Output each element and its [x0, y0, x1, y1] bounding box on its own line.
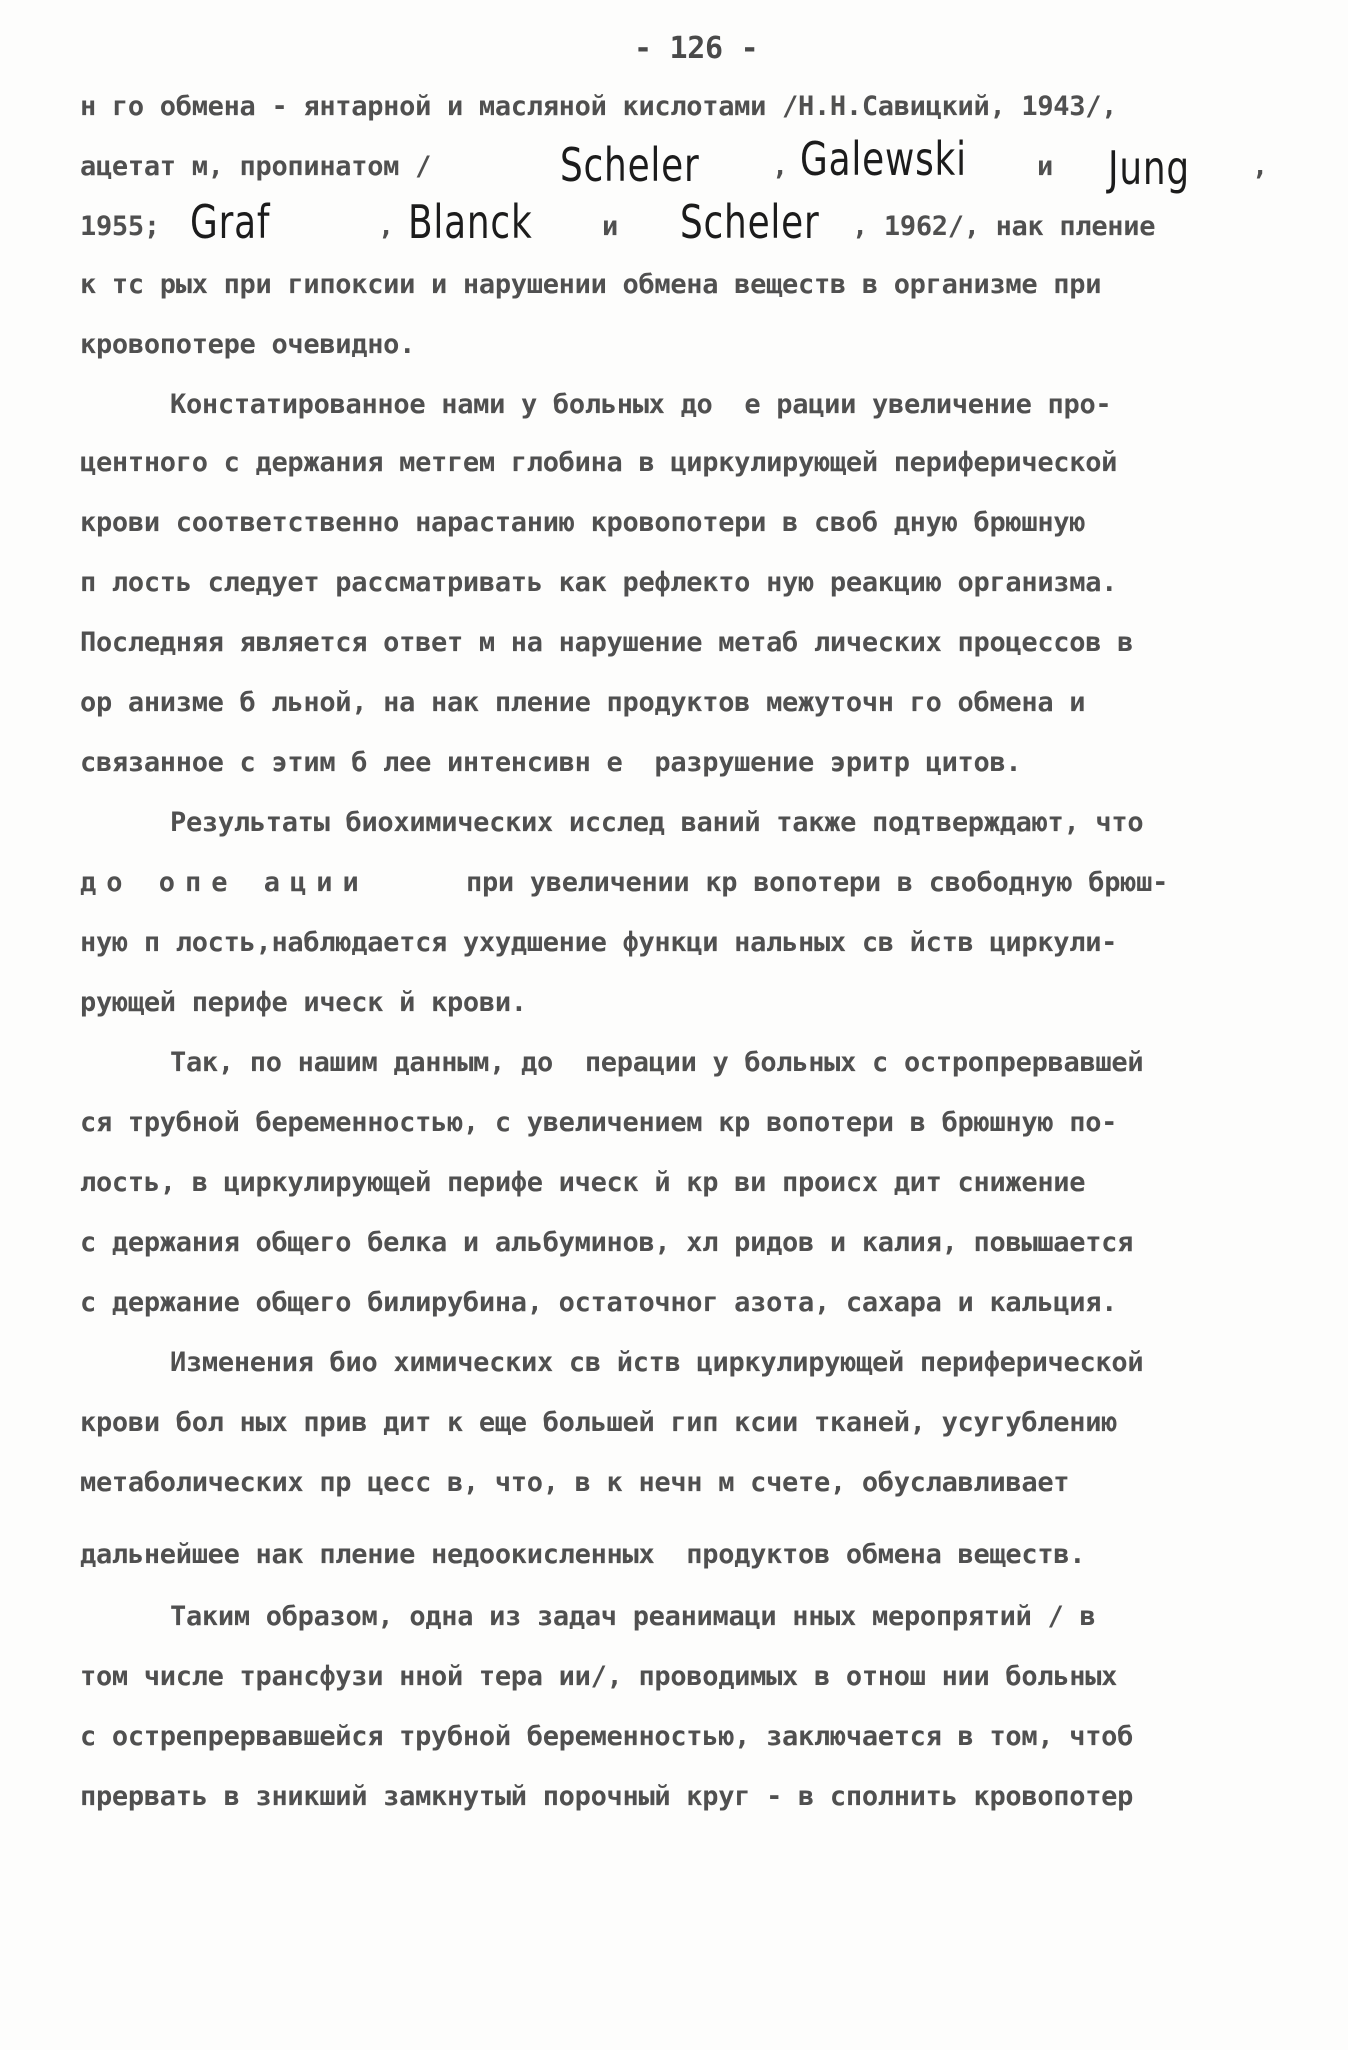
text-line: том числе трансфузи нной тера ии/, проводимых в отнош нии больных: [80, 1661, 1118, 1692]
text-line: ,: [1252, 151, 1268, 182]
text-line: лость, в циркулирующей перифе ическ й кр ви происх дит снижение: [80, 1167, 1086, 1198]
text-line: Изменения био химических св йств циркулирующей периферической: [170, 1347, 1144, 1378]
text-line: ся трубной беременностью, с увеличением кр вопотери в брюшную по-: [80, 1107, 1118, 1138]
text-line: рующей перифе ическ й крови.: [80, 987, 527, 1018]
text-line: Так, по нашим данным, до перации у больных с остропрервавшей: [170, 1047, 1144, 1078]
text-line: метаболических пр цесс в, что, в к нечн м счете, обуславливает: [80, 1467, 1070, 1498]
text-line: ,: [378, 211, 394, 242]
text-line: Констатированное нами у больных до е рации увеличение про-: [170, 389, 1112, 420]
text-line: связанное с этим б лее интенсивн е разрушение эритр цитов.: [80, 747, 1022, 778]
text-line: центного с держания метгем глобина в циркулирующей периферической: [80, 447, 1118, 478]
text-line: крови бол ных прив дит к еще большей гип ксии тканей, усугублению: [80, 1407, 1118, 1438]
handwritten-name: Scheler: [560, 138, 700, 192]
text-line: при увеличении кр вопотери в свободную брюш-: [466, 867, 1169, 898]
text-line: прервать в зникший замкнутый порочный круг - в сполнить кровопотер: [80, 1781, 1134, 1812]
text-line: ацетат м, пропинатом /: [80, 151, 432, 182]
text-line: н го обмена - янтарной и масляной кислотами /Н.Н.Савицкий, 1943/,: [80, 91, 1118, 122]
text-line: к тс рых при гипоксии и нарушении обмена веществ в организме при: [80, 269, 1102, 300]
text-line: п лость следует рассматривать как рефлекто ную реакцию организма.: [80, 567, 1118, 598]
text-line: и: [602, 211, 618, 242]
text-line: ор анизме б льной, на нак пление продуктов межуточн го обмена и: [80, 687, 1086, 718]
page-number: - 126 -: [634, 31, 759, 66]
handwritten-name: Blanck: [408, 195, 533, 249]
text-line: Результаты биохимических исслед ваний также подтверждают, что: [170, 807, 1144, 838]
text-line-spaced: до опе ации: [80, 867, 369, 898]
text-line: крови соответственно нарастанию кровопотери в своб дную брюшную: [80, 507, 1086, 538]
text-line: ,: [772, 151, 788, 182]
text-line: Таким образом, одна из задач реанимаци нных меропрятий / в: [170, 1601, 1096, 1632]
text-line: и: [1037, 151, 1053, 182]
text-line: Последняя является ответ м на нарушение метаб лических процессов в: [80, 627, 1134, 658]
text-line: с держания общего белка и альбуминов, хл ридов и калия, повышается: [80, 1227, 1134, 1258]
handwritten-name: Scheler: [680, 195, 820, 249]
text-line: , 1962/, нак пление: [852, 211, 1156, 242]
handwritten-name: Galewski: [800, 132, 967, 186]
text-line: ную п лость,наблюдается ухудшение функци нальных св йств циркули-: [80, 927, 1118, 958]
handwritten-name: Jung: [1108, 141, 1190, 195]
text-line: с острепрервавшейся трубной беременностью, заключается в том, чтоб: [80, 1721, 1134, 1752]
text-line: 1955;: [80, 211, 160, 242]
handwritten-name: Graf: [190, 195, 271, 249]
text-line: с держание общего билирубина, остаточног азота, сахара и кальция.: [80, 1287, 1118, 1318]
text-line: дальнейшее нак пление недоокисленных продуктов обмена веществ.: [80, 1539, 1086, 1570]
text-line: кровопотере очевидно.: [80, 329, 416, 360]
